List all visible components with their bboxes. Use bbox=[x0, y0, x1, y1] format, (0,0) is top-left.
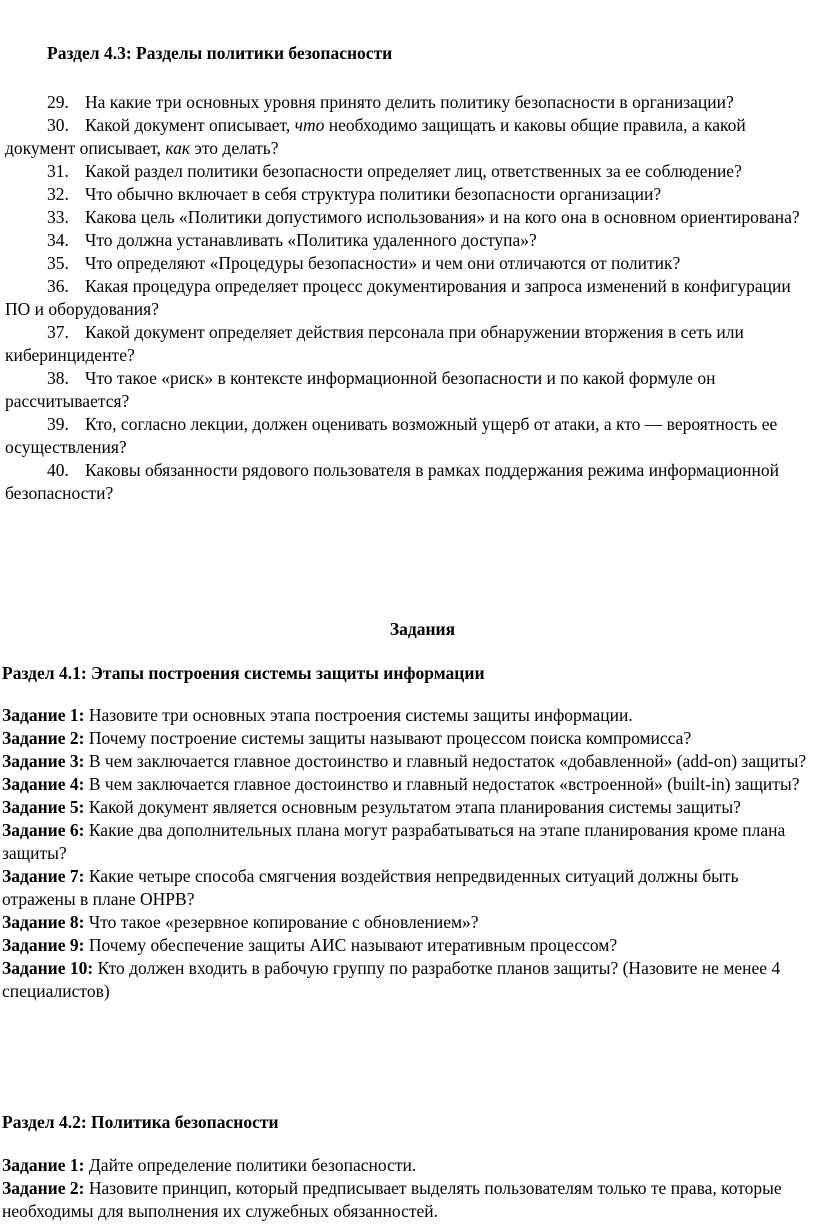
task-item: Задание 9: Почему обеспечение защиты АИС называют итеративным процессом? bbox=[2, 935, 618, 955]
question-item: 29. На какие три основных уровня принято делить политику безопасности в организации? bbox=[47, 92, 734, 112]
task-list-4-1 bbox=[2, 704, 812, 1003]
question-item: 34. Что должна устанавливать «Политика удаленного доступа»? bbox=[47, 230, 537, 250]
question-item: 40. Каковы обязанности рядового пользователя в рамках поддержания режима информационной безопасности? bbox=[5, 460, 780, 503]
section-4-3-title: Раздел 4.3: Разделы политики безопасности bbox=[47, 43, 393, 63]
task-item: Задание 4: В чем заключается главное достоинство и главный недостаток «встроенной» (built-in) защиты? bbox=[2, 774, 800, 794]
tasks-heading: Задания bbox=[389, 619, 456, 639]
question-item: 38. Что такое «риск» в контексте информационной безопасности и по какой формуле он рассчитывается? bbox=[5, 368, 716, 411]
task-item: Задание 10: Кто должен входить в рабочую группу по разработке планов защиты? (Назовите не менее 4 специалистов) bbox=[2, 958, 781, 1001]
question-item: 31. Какой раздел политики безопасности определяет лиц, ответственных за ее соблюдение? bbox=[47, 161, 742, 181]
task-item: Задание 1: Назовите три основных этапа построения системы защиты информации. bbox=[2, 705, 633, 725]
question-item: 39. Кто, согласно лекции, должен оценивать возможный ущерб от атаки, а кто — вероятность ее осуществления? bbox=[5, 414, 778, 457]
task-item: Задание 6: Какие два дополнительных плана могут разрабатываться на этапе планирования кроме плана защиты? bbox=[2, 820, 786, 863]
question-item: 35. Что определяют «Процедуры безопасности» и чем они отличаются от политик? bbox=[47, 253, 681, 273]
task-item: Задание 7: Какие четыре способа смягчения воздействия непредвиденных ситуаций должны быть отражены в плане ОНРВ? bbox=[2, 866, 739, 909]
task-item: Задание 2: Почему построение системы защиты называют процессом поиска компромисса? bbox=[2, 728, 692, 748]
task-item: Задание 8: Что такое «резервное копирование с обновлением»? bbox=[2, 912, 479, 932]
question-item: 30. Какой документ описывает, что необходимо защищать и каковы общие правила, а какой документ описывает, как это делать? bbox=[5, 115, 746, 158]
section-4-1-title: Раздел 4.1: Этапы построения системы защиты информации bbox=[2, 663, 485, 683]
question-item: 36. Какая процедура определяет процесс документирования и запроса изменений в конфигурации ПО и оборудования? bbox=[5, 276, 791, 319]
task-item: Задание 2: Назовите принцип, который предписывает выделять пользователям только те права, которые необходимы для выполнения их служебных обязанностей. bbox=[2, 1178, 782, 1221]
question-item: 33. Какова цель «Политики допустимого использования» и на кого она в основном ориентирована? bbox=[47, 207, 800, 227]
task-list-4-2 bbox=[2, 1154, 812, 1223]
question-item: 32. Что обычно включает в себя структура политики безопасности организации? bbox=[47, 184, 662, 204]
question-list bbox=[5, 91, 810, 505]
task-item: Задание 3: В чем заключается главное достоинство и главный недостаток «добавленной» (add-on) защиты? bbox=[2, 751, 807, 771]
question-item: 37. Какой документ определяет действия персонала при обнаружении вторжения в сеть или киберинциденте? bbox=[5, 322, 744, 365]
section-4-2-title: Раздел 4.2: Политика безопасности bbox=[2, 1112, 279, 1132]
task-item: Задание 5: Какой документ является основным результатом этапа планирования системы защиты? bbox=[2, 797, 741, 817]
task-item: Задание 1: Дайте определение политики безопасности. bbox=[2, 1155, 417, 1175]
